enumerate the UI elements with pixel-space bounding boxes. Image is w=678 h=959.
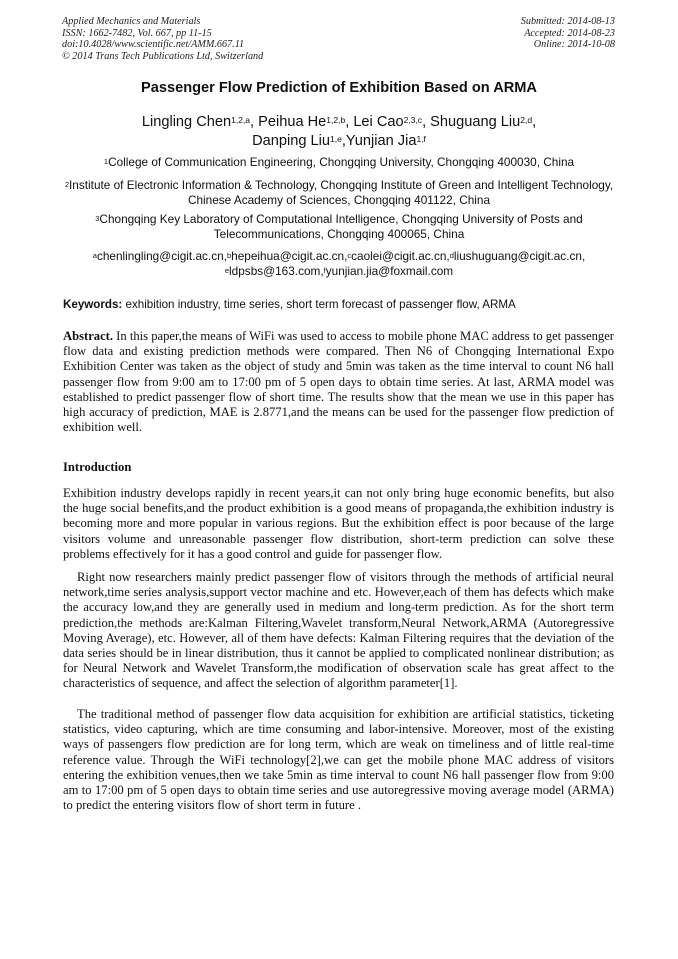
author: Shuguang Liu$^{2,d}$ <box>430 114 533 130</box>
email: liushuguang@cigit.ac.cn <box>453 249 582 263</box>
issn-line: ISSN: 1662-7482, Vol. 667, pp 11-15 <box>62 27 212 39</box>
email: caolei@cigit.ac.cn <box>351 249 447 263</box>
keywords-label: Keywords: <box>63 298 123 311</box>
accepted-date: Accepted: 2014-08-23 <box>524 27 615 39</box>
email: ldpsbs@163.com <box>229 264 321 278</box>
keywords-text: exhibition industry, time series, short term forecast of passenger flow, ARMA <box>122 298 516 311</box>
paragraph: The traditional method of passenger flow data acquisition for exhibition are artificial statistics, ticketing statistics, video capturing, which are time consuming and labor-intensive. Moreover, most of the existing ways of passengers flow prediction are for long term, which are weak on timeliness and of little real-time reference value. Through the WiFi technology[2],we can get the mobile phone MAC address of visitors entering the exhibition venues,then we take 5min as time interval to count N6 hall passenger flow from 9:00 am to 17:00 pm of 5 open days to obtain time series and use autoregressive moving average model (ARMA) to predict the entering visitors flow of short term in future . <box>63 707 614 813</box>
email-list: $^a$chenlingling@cigit.ac.cn,$^b$hepeihua@cigit.ac.cn,$^c$caolei@cigit.ac.cn,$^d$liushuguang@cigit.ac.cn, $^e$ldpsbs@163.com,$^f$yunjian.jia@foxmail.com <box>92 249 586 278</box>
paragraph: Exhibition industry develops rapidly in recent years,it can not only bring huge economic benefits, but also the huge social benefits,and the product exhibition is a good means of propaganda,the exhibition industry is becoming more and more popular in various regions. But the exhibition effect is poor because of the large visitors volume and unreasonable passenger flow distribution, short-term prediction can solve these problems effectively for it has a good control and guide for passenger flow. <box>63 486 614 561</box>
affiliation: $^3$Chongqing Key Laboratory of Computational Intelligence, Chongqing University of Posts and Telecommunications, Chongqing 400065, China <box>95 212 583 241</box>
dates-header <box>521 16 615 51</box>
abstract <box>63 329 614 435</box>
abstract-text: In this paper,the means of WiFi was used to access to mobile phone MAC address to get passenger flow data and existing prediction methods were compared. Then N6 of Chongqing International Expo Exhibition Center was taken as the object of study and 5min was taken as the time interval to count N6 hall passenger flow from 9:00 am to 17:00 pm of 5 open days to obtain time series. At last, ARMA model was established to predict passenger flow of short time. The results show that the mean we use in this paper has high accuracy of prediction, MAE is 2.8771,and the means can be used for the passenger flow prediction of exhibition well. <box>63 329 614 435</box>
author: Lingling Chen$^{1,2,a}$ <box>141 114 251 130</box>
author: Danping Liu$^{1,e}$ <box>252 133 342 149</box>
email: yunjian.jia@foxmail.com <box>325 264 454 278</box>
author-list: Lingling Chen$^{1,2,a}$, Peihua He$^{1,2,b}$, Lei Cao$^{2,3,c}$, Shuguang Liu$^{2,d}$, Danping Liu$^{1,e}$,Yunjian Jia$^{1,f}$ <box>141 114 537 149</box>
paragraph: Right now researchers mainly predict passenger flow of visitors through the methods of artificial neural network,time series analysis,support vector machine and etc. However,each of them has defects which make the accuracy low,and they are generally used in medium and long-term prediction. As for the short term prediction,the methods are:Kalman Filtering,Wavelet transform,Neural Network,ARMA (Autoregressive Moving Average), etc. However, all of them have defects: Kalman Filtering requires that the deviation of the data series should be in linear distribution, thus it cannot be applied to complicated nonlinear distribution; as for Neural Network and Wavelet Transform,the modification of observation scale has great affect to the characteristics of sequence, and affect the selection of algorithm parameter[1]. <box>63 570 614 691</box>
author: Lei Cao$^{2,3,c}$ <box>353 114 423 130</box>
email: hepeihua@cigit.ac.cn <box>231 249 345 263</box>
online-date: Online: 2014-10-08 <box>533 39 615 51</box>
journal-header <box>62 16 263 62</box>
author: Peihua He$^{1,2,b}$ <box>258 114 346 130</box>
affiliation: $^2$Institute of Electronic Information & Technology, Chongqing Institute of Green and Intelligent Technology, Chinese Academy of Sciences, Chongqing 401122, China <box>64 178 614 207</box>
affiliation: $^1$College of Communication Engineering, Chongqing University, Chongqing 400030, China <box>103 155 575 169</box>
copyright-line: © 2014 Trans Tech Publications Ltd, Switzerland <box>62 50 264 62</box>
paper-title: Passenger Flow Prediction of Exhibition Based on ARMA <box>141 80 537 96</box>
doi-line: doi:10.4028/www.scientific.net/AMM.667.11 <box>62 39 245 51</box>
journal-name: Applied Mechanics and Materials <box>62 16 201 27</box>
submitted-date: Submitted: 2014-08-13 <box>520 16 615 27</box>
abstract-label: Abstract. <box>63 329 114 343</box>
author: Yunjian Jia$^{1,f}$ <box>345 133 426 149</box>
keywords <box>63 298 623 311</box>
section-heading-introduction: Introduction <box>63 460 132 474</box>
email: chenlingling@cigit.ac.cn <box>96 249 224 263</box>
